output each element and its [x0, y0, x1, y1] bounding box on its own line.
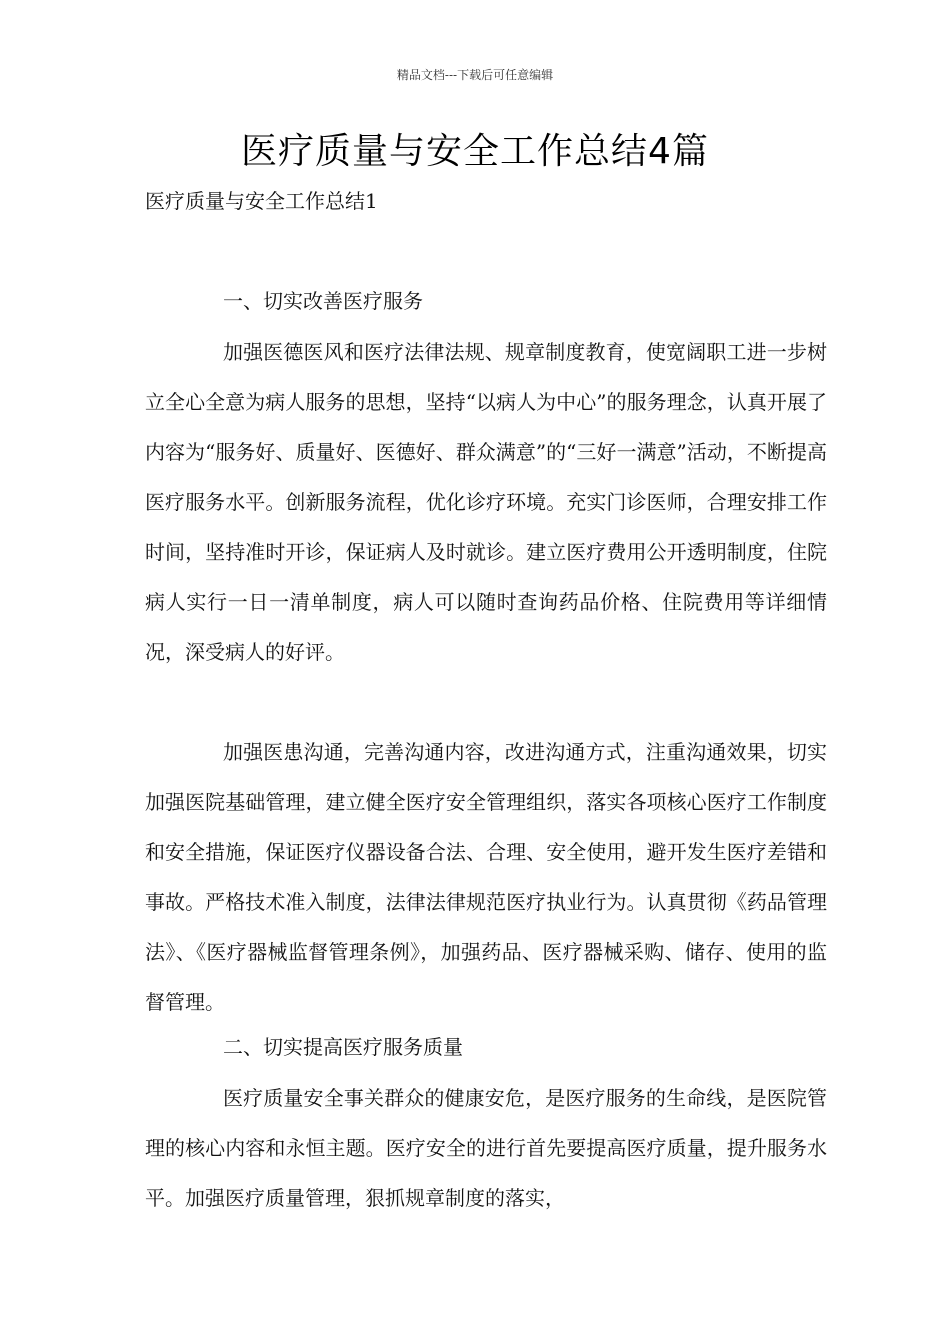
section-heading-1: 一、切实改善医疗服务 [223, 289, 423, 313]
paragraph-1: 加强医德医风和医疗法律法规、规章制度教育，使宽阔职工进一步树立全心全意为病人服务的思想，坚持“以病人为中心”的服务理念，认真开展了内容为“服务好、质量好、医德好、群众满意”的“三好一满意”活动，不断提高医疗服务水平。创新服务流程，优化诊疗环境。充实门诊医师，合理安排工作时间，坚持准时开诊，保证病人及时就诊。建立医疗费用公开透明制度，住院病人实行一日一清单制度，病人可以随时查询药品价格、住院费用等详细情况，深受病人的好评。 [145, 340, 827, 664]
document-subtitle: 医疗质量与安全工作总结1 [145, 189, 378, 213]
paragraph-2: 加强医患沟通，完善沟通内容，改进沟通方式，注重沟通效果，切实加强医院基础管理，建立健全医疗安全管理组织，落实各项核心医疗工作制度和安全措施，保证医疗仪器设备合法、合理、安全使用，避开发生医疗差错和事故。严格技术准入制度，法律法律规范医疗执业行为。认真贯彻《药品管理法》、《医疗器械监督管理条例》，加强药品、医疗器械采购、储存、使用的监督管理。 [145, 740, 827, 1014]
page-header: 精品文档---下载后可任意编辑 [396, 68, 554, 82]
document-title: 医疗质量与安全工作总结4篇 [241, 131, 709, 172]
paragraph-3: 医疗质量安全事关群众的健康安危，是医疗服务的生命线，是医院管理的核心内容和永恒主题。医疗安全的进行首先要提高医疗质量，提升服务水平。加强医疗质量管理，狠抓规章制度的落实， [145, 1086, 827, 1210]
section-heading-2: 二、切实提高医疗服务质量 [223, 1035, 463, 1059]
